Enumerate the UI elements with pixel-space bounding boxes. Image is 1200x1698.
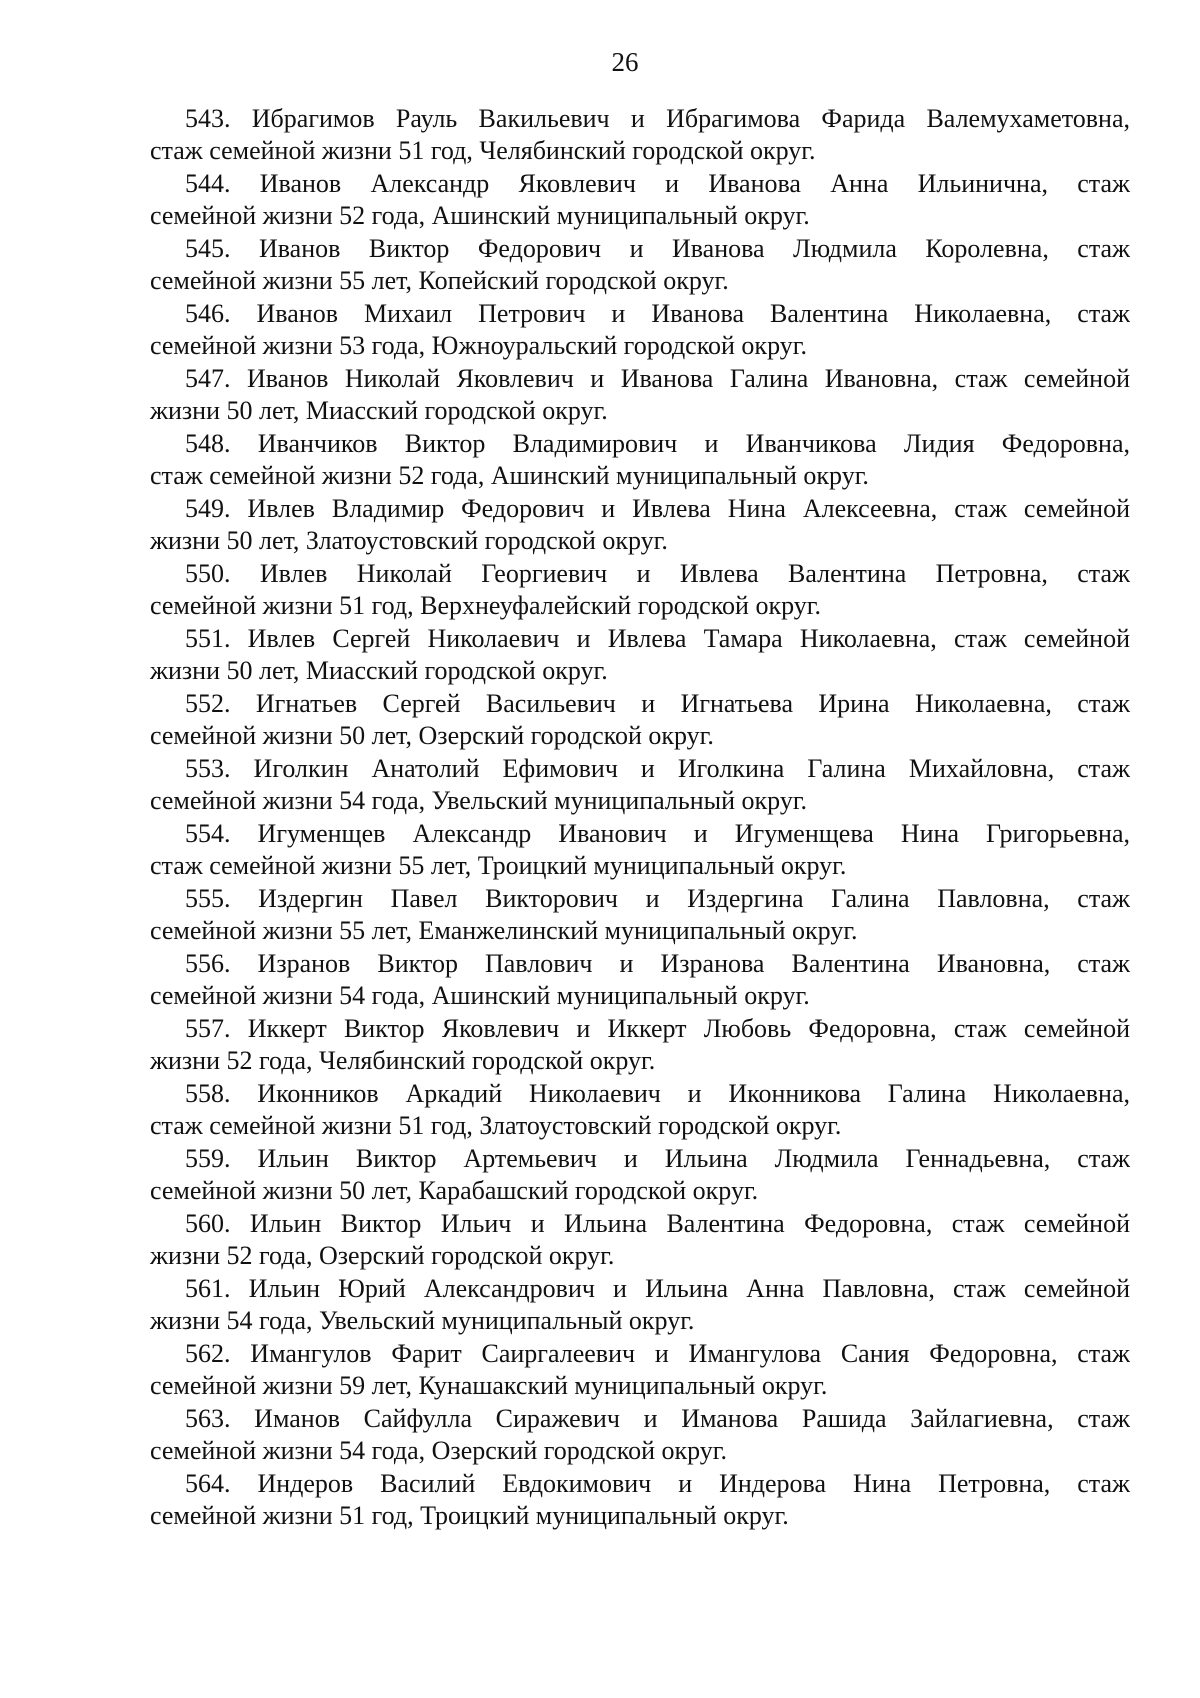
entry-second-line: жизни 54 года, Увельский муниципальный округ. — [150, 1306, 695, 1335]
list-item — [150, 168, 1130, 233]
entry-second-line: жизни 52 года, Озерский городской округ. — [150, 1241, 615, 1270]
entry-first-line: 550. Ивлев Николай Георгиевич и Ивлева Валентина Петровна, стаж — [185, 559, 1130, 588]
list-item — [150, 818, 1130, 883]
list-item — [150, 103, 1130, 168]
entry-first-line: 549. Ивлев Владимир Федорович и Ивлева Нина Алексеевна, стаж семейной — [185, 494, 1130, 523]
entry-second-line: семейной жизни 54 года, Ашинский муниципальный округ. — [150, 981, 810, 1010]
entry-first-line: 548. Иванчиков Виктор Владимирович и Иванчикова Лидия Федоровна, — [185, 429, 1130, 458]
entry-second-line: семейной жизни 50 лет, Озерский городской округ. — [150, 721, 714, 750]
entry-second-line: семейной жизни 52 года, Ашинский муниципальный округ. — [150, 201, 810, 230]
entry-first-line: 552. Игнатьев Сергей Васильевич и Игнатьева Ирина Николаевна, стаж — [185, 689, 1130, 718]
entry-first-line: 544. Иванов Александр Яковлевич и Иванова Анна Ильинична, стаж — [185, 169, 1130, 198]
entry-second-line: семейной жизни 51 год, Верхнеуфалейский городской округ. — [150, 591, 821, 620]
list-item — [150, 688, 1130, 753]
list-item — [150, 363, 1130, 428]
entry-first-line: 547. Иванов Николай Яковлевич и Иванова Галина Ивановна, стаж семейной — [185, 364, 1130, 393]
list-item — [150, 233, 1130, 298]
entry-first-line: 564. Индеров Василий Евдокимович и Индерова Нина Петровна, стаж — [185, 1469, 1130, 1498]
entry-first-line: 554. Игуменщев Александр Иванович и Игуменщева Нина Григорьевна, — [185, 819, 1130, 848]
list-item — [150, 558, 1130, 623]
entry-second-line: стаж семейной жизни 51 год, Златоустовский городской округ. — [150, 1111, 842, 1140]
entry-first-line: 563. Иманов Сайфулла Сиражевич и Иманова Рашида Зайлагиевна, стаж — [185, 1404, 1130, 1433]
entry-first-line: 551. Ивлев Сергей Николаевич и Ивлева Тамара Николаевна, стаж семейной — [185, 624, 1130, 653]
entries-list — [150, 103, 1130, 1533]
entry-second-line: жизни 50 лет, Златоустовский городской округ. — [150, 526, 668, 555]
list-item — [150, 1013, 1130, 1078]
list-item — [150, 1338, 1130, 1403]
list-item — [150, 1273, 1130, 1338]
entry-second-line: семейной жизни 50 лет, Карабашский городской округ. — [150, 1176, 759, 1205]
entry-first-line: 560. Ильин Виктор Ильич и Ильина Валентина Федоровна, стаж семейной — [185, 1209, 1130, 1238]
list-item — [150, 1468, 1130, 1533]
entry-second-line: семейной жизни 51 год, Троицкий муниципальный округ. — [150, 1501, 789, 1530]
entry-second-line: стаж семейной жизни 52 года, Ашинский муниципальный округ. — [150, 461, 869, 490]
list-item — [150, 1208, 1130, 1273]
entry-first-line: 543. Ибрагимов Рауль Вакильевич и Ибрагимова Фарида Валемухаметовна, — [185, 104, 1130, 133]
entry-second-line: семейной жизни 53 года, Южноуральский городской округ. — [150, 331, 807, 360]
list-item — [150, 428, 1130, 493]
entry-second-line: жизни 50 лет, Миасский городской округ. — [150, 396, 608, 425]
entry-first-line: 556. Изранов Виктор Павлович и Изранова Валентина Ивановна, стаж — [185, 949, 1130, 978]
list-item — [150, 948, 1130, 1013]
list-item — [150, 753, 1130, 818]
entry-second-line: семейной жизни 55 лет, Еманжелинский муниципальный округ. — [150, 916, 858, 945]
entry-second-line: жизни 50 лет, Миасский городской округ. — [150, 656, 608, 685]
entry-second-line: стаж семейной жизни 51 год, Челябинский городской округ. — [150, 136, 816, 165]
entry-first-line: 558. Иконников Аркадий Николаевич и Иконникова Галина Николаевна, — [185, 1079, 1130, 1108]
entry-first-line: 561. Ильин Юрий Александрович и Ильина Анна Павловна, стаж семейной — [185, 1274, 1130, 1303]
list-item — [150, 623, 1130, 688]
entry-second-line: семейной жизни 54 года, Озерский городской округ. — [150, 1436, 728, 1465]
entry-second-line: жизни 52 года, Челябинский городской округ. — [150, 1046, 656, 1075]
entry-first-line: 553. Иголкин Анатолий Ефимович и Иголкина Галина Михайловна, стаж — [185, 754, 1130, 783]
list-item — [150, 1143, 1130, 1208]
entry-first-line: 545. Иванов Виктор Федорович и Иванова Людмила Королевна, стаж — [185, 234, 1130, 263]
entry-first-line: 559. Ильин Виктор Артемьевич и Ильина Людмила Геннадьевна, стаж — [185, 1144, 1130, 1173]
entry-second-line: стаж семейной жизни 55 лет, Троицкий муниципальный округ. — [150, 851, 847, 880]
page-number: 26 — [611, 47, 639, 77]
entry-first-line: 555. Издергин Павел Викторович и Издергина Галина Павловна, стаж — [185, 884, 1130, 913]
list-item — [150, 883, 1130, 948]
list-item — [150, 493, 1130, 558]
entry-first-line: 546. Иванов Михаил Петрович и Иванова Валентина Николаевна, стаж — [185, 299, 1130, 328]
entry-first-line: 557. Иккерт Виктор Яковлевич и Иккерт Любовь Федоровна, стаж семейной — [185, 1014, 1130, 1043]
list-item — [150, 1403, 1130, 1468]
list-item — [150, 298, 1130, 363]
entry-first-line: 562. Имангулов Фарит Саиргалеевич и Имангулова Сания Федоровна, стаж — [185, 1339, 1130, 1368]
list-item — [150, 1078, 1130, 1143]
entry-second-line: семейной жизни 54 года, Увельский муниципальный округ. — [150, 786, 808, 815]
entry-second-line: семейной жизни 59 лет, Кунашакский муниципальный округ. — [150, 1371, 828, 1400]
entry-second-line: семейной жизни 55 лет, Копейский городской округ. — [150, 266, 729, 295]
